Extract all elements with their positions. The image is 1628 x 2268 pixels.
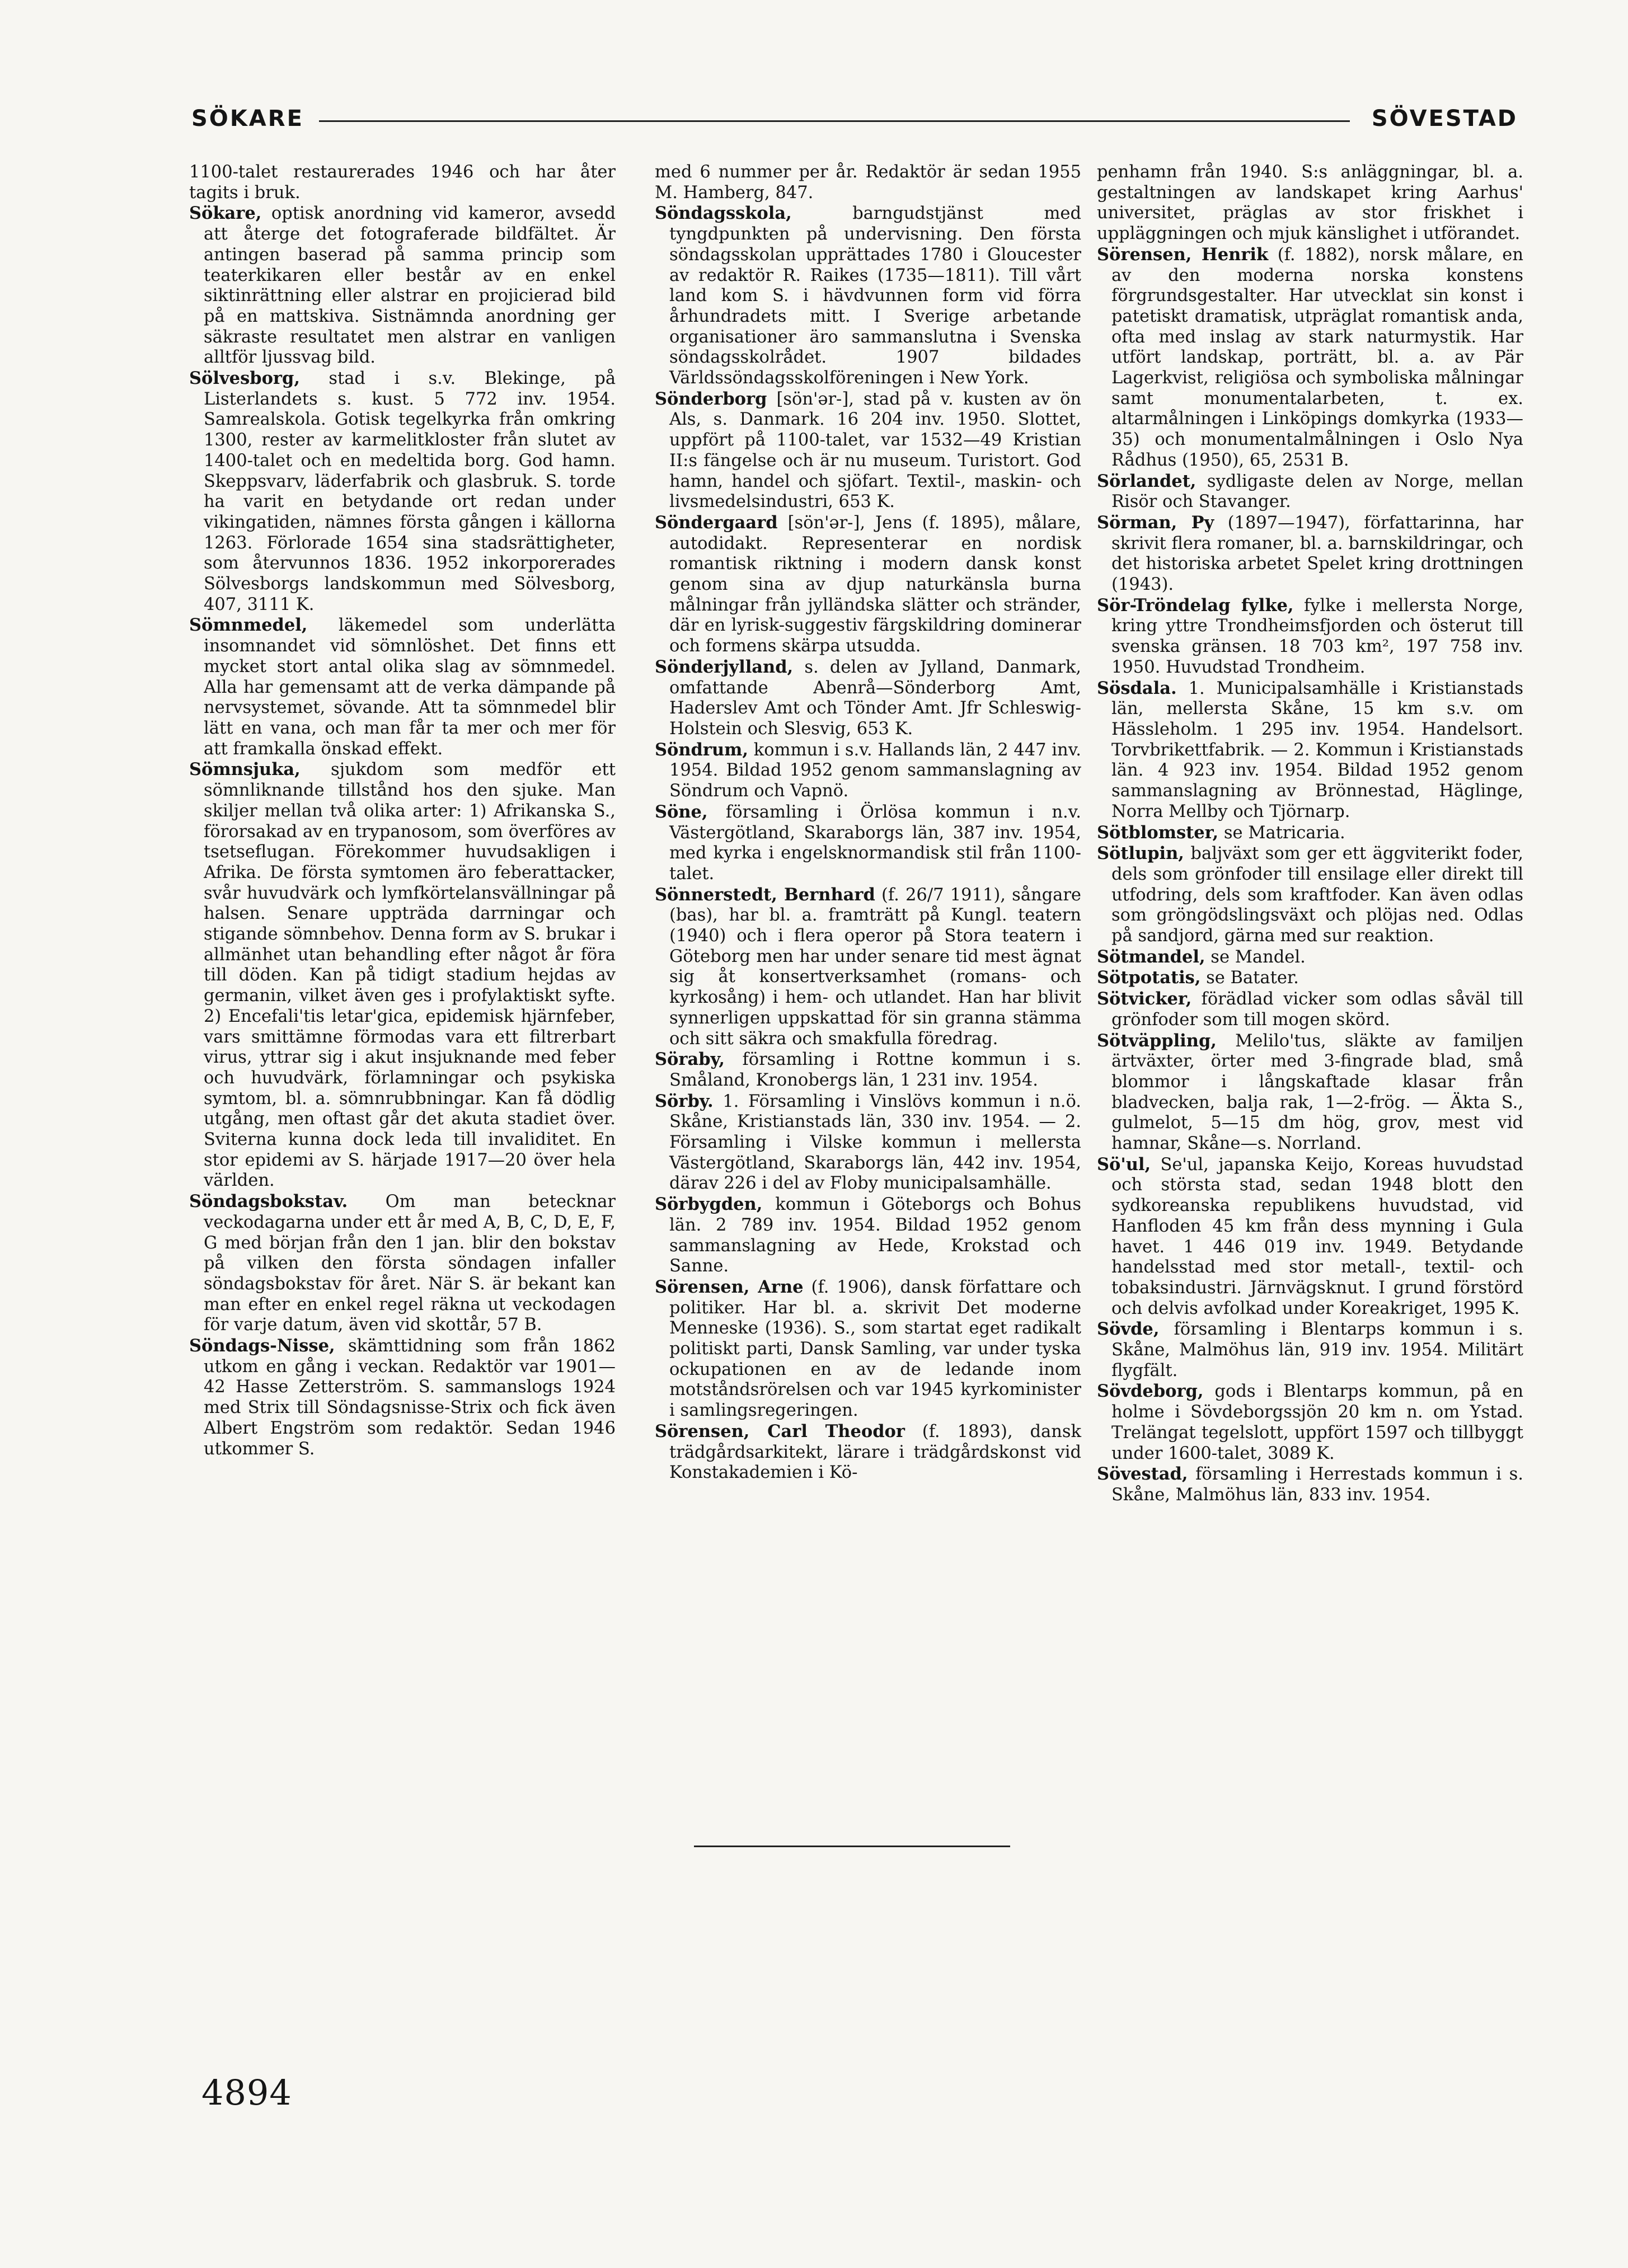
entry-headword: Söraby,	[655, 1049, 725, 1070]
entry-body: (f. 1906), dansk författare och politiker. Har bl. a. skrivit Det moderne Menneske (1936). S., som startat eget radikalt politiskt parti, Dansk Samling, var under tyska ockupationen en av de ledande inom motståndsrörelsen och var 1945 kyrkominister i samlingsregeringen.	[669, 1277, 1081, 1421]
entry-body: församling i Herrestads kommun i s. Skåne, Malmöhus län, 833 inv. 1954.	[1111, 1464, 1523, 1505]
entry-headword: Sönderjylland,	[655, 656, 794, 677]
entry-headword: Söndags-Nisse,	[189, 1336, 335, 1356]
entry-body: 1. Församling i Vinslövs kommun i n.ö. Skåne, Kristianstads län, 330 inv. 1954. — 2. Församling i Vilske kommun i mellersta Västergötland, Skaraborgs län, 442 inv. 1954, därav 226 i del av Floby municipalsamhälle.	[669, 1091, 1081, 1194]
entry-headword: Sör-Tröndelag fylke,	[1097, 595, 1294, 616]
entry-headword: Sövestad,	[1097, 1464, 1188, 1485]
dictionary-entry	[655, 389, 1081, 513]
entry-headword: Sötpotatis,	[1097, 968, 1201, 988]
entry-headword: Sösdala.	[1097, 678, 1177, 698]
entry-body: se Batater.	[1200, 968, 1299, 988]
running-head-last-word: SÖVESTAD	[1371, 106, 1518, 132]
running-head-first-word: SÖKARE	[191, 106, 304, 132]
entry-headword: Sövde,	[1097, 1319, 1160, 1340]
entry-headword: Sömnmedel,	[189, 615, 308, 636]
dictionary-entry	[1097, 595, 1523, 678]
dictionary-entry	[189, 615, 616, 759]
entry-body: s. delen av Jylland, Danmark, omfattande Abenrå—Sönderborg Amt, Haderslev Amt och Tönder Amt. Jfr Schleswig-Holstein och Slesvig, 653 K.	[669, 657, 1081, 739]
entry-continuation	[189, 162, 616, 203]
entry-headword: Söne,	[655, 801, 708, 822]
text-column-3	[1097, 162, 1523, 1506]
entry-body: Se'ul, japanska Keijo, Koreas huvudstad och största stad, sedan 1948 blott den sydkoreanska republikens huvudstad, vid Hanfloden 45 km från dess mynning i Gula havet. 1 446 019 inv. 1949. Betydande handelsstad med stor metall-, textil- och tobaksindustri. Järnvägsknut. I grund förstörd och delvis avfolkad under Koreakriget, 1995 K.	[1111, 1154, 1523, 1318]
entry-body: Om man betecknar veckodagarna under ett år med A, B, C, D, E, F, G med början från den 1 jan. blir den bokstav på vilken den första söndagen infaller söndagsbokstav för året. När S. är bekant kan man efter en enkel regel räkna ut veckodagen för varje datum, även vid skottår, 57 B.	[204, 1192, 616, 1335]
text-column-2	[655, 162, 1081, 1483]
entry-body: kommun i Göteborgs och Bohus län. 2 789 inv. 1954. Bildad 1952 genom sammanslagning av Hede, Krokstad och Sanne.	[669, 1195, 1081, 1276]
entry-continuation	[655, 162, 1081, 203]
entry-body: kommun i s.v. Hallands län, 2 447 inv. 1954. Bildad 1952 genom sammanslagning av Söndrum och Vapnö.	[669, 740, 1081, 801]
entry-headword: Sö'ul,	[1097, 1154, 1151, 1175]
entry-headword: Sörensen, Henrik	[1097, 244, 1269, 265]
entry-body: 1. Municipalsamhälle i Kristianstads län, mellersta Skåne, 15 km s.v. om Hässleholm. 1 295 inv. 1954. Handelsort. Torvbrikettfabrik. — 2. Kommun i Kristianstads län. 4 923 inv. 1954. Bildad 1952 genom sammanslagning av Brönnestad, Häglinge, Norra Mellby och Tjörnarp.	[1111, 678, 1523, 821]
entry-headword: Sörensen, Carl Theodor	[655, 1421, 905, 1441]
entry-headword: Sörensen, Arne	[655, 1276, 804, 1297]
entry-body: (f. 1882), norsk målare, en av den moderna norska konstens förgrundsgestalter. Har utvecklat sin konst i patetiskt dramatisk, utpräglat romantisk anda, ofta med inslag av stark naturmystik. Har utfört landskap, porträtt, bl. a. av Pär Lagerkvist, religiösa och symboliska målningar samt monumentalarbeten, t. ex. altarmålningen i Linköpings domkyrka (1933—35) och monumentalmålningen i Oslo Nya Rådhus (1950), 65, 2531 B.	[1111, 245, 1523, 470]
dictionary-entry	[1097, 678, 1523, 823]
entry-body: se Matricaria.	[1218, 823, 1345, 843]
entry-headword: Sönnerstedt, Bernhard	[655, 884, 875, 905]
entry-body: baljväxt som ger ett äggviterikt foder, dels som grönfoder till ensilage eller direkt till utfodring, dels som kraftfoder. Kan även odlas som gröngödslingsväxt och plöjas ned. Odlas på sandjord, gärna med sur reaktion.	[1111, 844, 1523, 946]
entry-body: [sön'ər-], stad på v. kusten av ön Als, s. Danmark. 16 204 inv. 1950. Slottet, uppfört på 1100-talet, var 1532—49 Kristian II:s fängelse och är nu museum. Turistort. God hamn, handel och sjöfart. Textil-, maskin- och livsmedelsindustri, 653 K.	[669, 389, 1081, 512]
dictionary-entry	[655, 657, 1081, 740]
entry-body: församling i Rottne kommun i s. Småland, Kronobergs län, 1 231 inv. 1954.	[669, 1050, 1081, 1090]
entry-headword: Sötmandel,	[1097, 946, 1205, 967]
entry-headword: Söndagsskola,	[655, 203, 792, 224]
running-head-rule	[319, 120, 1350, 122]
dictionary-entry	[1097, 1381, 1523, 1464]
running-head	[191, 102, 1518, 135]
dictionary-entry	[655, 1049, 1081, 1091]
entry-headword: Söndergaard	[655, 512, 778, 533]
dictionary-entry	[1097, 989, 1523, 1030]
dictionary-entry	[655, 513, 1081, 657]
dictionary-entry	[1097, 947, 1523, 968]
entry-body: (f. 1893), dansk trädgårdsarkitekt, lärare i trädgårdskonst vid Konstakademien i Kö-	[669, 1421, 1081, 1483]
entry-body: [sön'ər-], Jens (f. 1895), målare, autodidakt. Representerar en nordisk romantisk riktning i modern dansk konst genom sina av djup naturkänsla burna målningar från jylländska slätter och stränder, där en lyrisk-suggestiv färgskildring dominerar och formens skärpa utsudda.	[669, 513, 1081, 656]
entry-headword: Söndrum,	[655, 739, 749, 760]
dictionary-entry	[1097, 1031, 1523, 1154]
entry-headword: Sötblomster,	[1097, 822, 1219, 843]
end-of-section-rule	[694, 1846, 1010, 1847]
dictionary-entry	[189, 1336, 616, 1459]
dictionary-entry	[655, 885, 1081, 1050]
dictionary-entry	[655, 1277, 1081, 1421]
entry-headword: Sörlandet,	[1097, 471, 1197, 491]
dictionary-entry	[1097, 1154, 1523, 1320]
dictionary-entry	[655, 740, 1081, 802]
dictionary-entry	[1097, 1464, 1523, 1505]
entry-body: se Mandel.	[1205, 947, 1306, 967]
entry-body: läkemedel som underlätta insomnandet vid sömnlöshet. Det finns ett mycket stort antal olika slag av sömnmedel. Alla har gemensamt att de verka dämpande på nervsystemet, sövande. Att ta sömnmedel blir lätt en vana, och man får ta mer och mer för att framkalla önskad effekt.	[204, 616, 616, 759]
entry-body: optisk anordning vid kameror, avsedd att återge det fotograferade bildfältet. Är antingen baserad på samma princip som teaterkikaren eller består av en enkel siktinrättning eller alstrar en projicierad bild på en mattskiva. Sistnämnda anordning ger säkraste resultatet men alstrar en vanligen alltför ljussvag bild.	[204, 204, 616, 368]
page-number: 4894	[201, 2072, 292, 2113]
entry-headword: Söndagsbokstav.	[189, 1191, 348, 1212]
entry-body: med 6 nummer per år. Redaktör är sedan 1955 M. Hamberg, 847.	[655, 162, 1081, 203]
dictionary-entry	[655, 1194, 1081, 1277]
entry-body: 1100-talet restaurerades 1946 och har åter tagits i bruk.	[189, 162, 616, 203]
entry-body: församling i Blentarps kommun i s. Skåne, Malmöhus län, 919 inv. 1954. Militärt flygfält.	[1111, 1320, 1523, 1380]
dictionary-entry	[655, 203, 1081, 388]
dictionary-entry	[1097, 1319, 1523, 1381]
dictionary-entry	[189, 759, 616, 1191]
entry-body: penhamn från 1940. S:s anläggningar, bl. a. gestaltningen av landskapet kring Aarhus' universitet, präglas av stor friskhet i uppläggningen och mjuk känslighet i utförandet.	[1097, 162, 1523, 244]
entry-headword: Sörby.	[655, 1091, 714, 1111]
entry-headword: Sömnsjuka,	[189, 759, 301, 780]
dictionary-entry	[655, 1421, 1081, 1483]
dictionary-entry	[1097, 245, 1523, 471]
entry-body: (f. 26/7 1911), sångare (bas), har bl. a. framträtt på Kungl. teatern (1940) och i flera operor på Stora teatern i Göteborg men har under senare tid mest ägnat sig åt konsertverksamhet (romans- och kyrkosång) i hem- och utlandet. Han har blivit synnerligen uppskattad för sin granna stämma och sitt säkra och smakfulla föredrag.	[669, 885, 1081, 1049]
entry-continuation	[1097, 162, 1523, 245]
dictionary-entry	[655, 802, 1081, 885]
dictionary-entry	[189, 1191, 616, 1336]
dictionary-entry	[655, 1091, 1081, 1195]
entry-headword: Sörbygden,	[655, 1194, 763, 1215]
entry-headword: Sörman, Py	[1097, 512, 1214, 533]
dictionary-entry	[1097, 823, 1523, 844]
entry-body: sjukdom som medför ett sömnliknande tillstånd hos den sjuke. Man skiljer mellan två olika arter: 1) Afrikanska S., förorsakad av en trypanosom, som överföres av tsetseflugan. Förekommer huvudsakligen i Afrika. De första symtomen äro feberattacker, svår huvudvärk och lymfkörtelansvällningar på halsen. Senare uppträda darrningar och stigande sömnbehov. Denna form av S. brukar i allmänhet utan behandling efter något år föra till döden. Kan på tidigt stadium hejdas av germanin, vilket även ges i profylaktiskt syfte. 2) Encefali'tis letar'gica, epidemisk hjärnfeber, vars smittämne förmodas vara ett filtrerbart virus, yttrar sig i akut insjuknande med feber och huvudvärk, förlamningar och psykiska symtom, bl. a. sömnrubbningar. Kan få dödlig utgång, men oftast går det akuta stadiet över. Sviterna kunna dock leda till invaliditet. En stor epidemi av S. härjade 1917—20 över hela världen.	[204, 760, 616, 1191]
entry-headword: Sölvesborg,	[189, 368, 300, 389]
dictionary-entry	[189, 203, 616, 368]
entry-body: sydligaste delen av Norge, mellan Risör och Stavanger.	[1111, 471, 1523, 512]
entry-headword: Sövdeborg,	[1097, 1381, 1204, 1402]
entry-body: gods i Blentarps kommun, på en holme i Sövdeborgssjön 20 km n. om Ystad. Trelängat tegelslott, uppfört 1597 och tillbyggt under 1600-talet, 3089 K.	[1111, 1382, 1523, 1463]
entry-headword: Sötvicker,	[1097, 989, 1192, 1009]
entry-headword: Sökare,	[189, 203, 262, 224]
dictionary-entry	[1097, 843, 1523, 947]
entry-body: fylke i mellersta Norge, kring yttre Trondheimsfjorden och österut till svenska gränsen. 18 703 km², 197 758 inv. 1950. Huvudstad Trondheim.	[1111, 595, 1523, 677]
text-column-1	[189, 162, 616, 1459]
dictionary-entry	[1097, 471, 1523, 513]
entry-body: församling i Örlösa kommun i n.v. Västergötland, Skaraborgs län, 387 inv. 1954, med kyrka i engelsknormandisk stil från 1100-talet.	[669, 802, 1081, 884]
entry-headword: Sötväppling,	[1097, 1030, 1217, 1051]
entry-body: skämttidning som från 1862 utkom en gång i veckan. Redaktör var 1901—42 Hasse Zetterström. S. sammanslogs 1924 med Strix till Söndagsnisse-Strix och fick även Albert Engström som redaktör. Sedan 1946 utkommer S.	[204, 1336, 616, 1459]
dictionary-entry	[1097, 513, 1523, 595]
entry-headword: Sönderborg	[655, 388, 767, 409]
entry-body: Melilo'tus, släkte av familjen ärtväxter, örter med 3-fingrade blad, små blommor i långskaftade klasar från bladvecken, balja rak, 1—2-frög. — Äkta S., gulmelot, 5—15 dm hög, grov, mest vid hamnar, Skåne—s. Norrland.	[1111, 1031, 1523, 1154]
entry-body: stad i s.v. Blekinge, på Listerlandets s. kust. 5 772 inv. 1954. Samrealskola. Gotisk tegelkyrka från omkring 1300, rester av karmelitkloster från slutet av 1400-talet och en medeltida borg. God hamn. Skeppsvarv, läderfabrik och glasbruk. S. torde ha varit en betydande ort redan under vikingatiden, nämnes första gången i källorna 1263. Förlorade 1654 sina stadsrättigheter, som återvunnos 1836. 1952 inkorporerades Sölvesborgs landskommun med Sölvesborg, 407, 3111 K.	[204, 369, 616, 614]
dictionary-entry	[1097, 968, 1523, 989]
entry-body: (1897—1947), författarinna, har skrivit flera romaner, bl. a. barnskildringar, och det historiska arbetet Spelet kring drottningen (1943).	[1111, 513, 1523, 595]
entry-body: barngudstjänst med tyngdpunkten på undervisning. Den första söndagsskolan upprättades 1780 i Gloucester av redaktör R. Raikes (1735—1811). Till vårt land kom S. i hävdvunnen form vid förra århundradets mitt. I Sverige arbetande organisationer äro sammanslutna i Svenska söndagsskolrådet. 1907 bildades Världssöndagsskolföreningen i New York.	[669, 204, 1081, 388]
dictionary-entry	[189, 368, 616, 615]
entry-headword: Sötlupin,	[1097, 843, 1184, 864]
entry-body: förädlad vicker som odlas såväl till grönfoder som till mogen skörd.	[1111, 989, 1523, 1030]
